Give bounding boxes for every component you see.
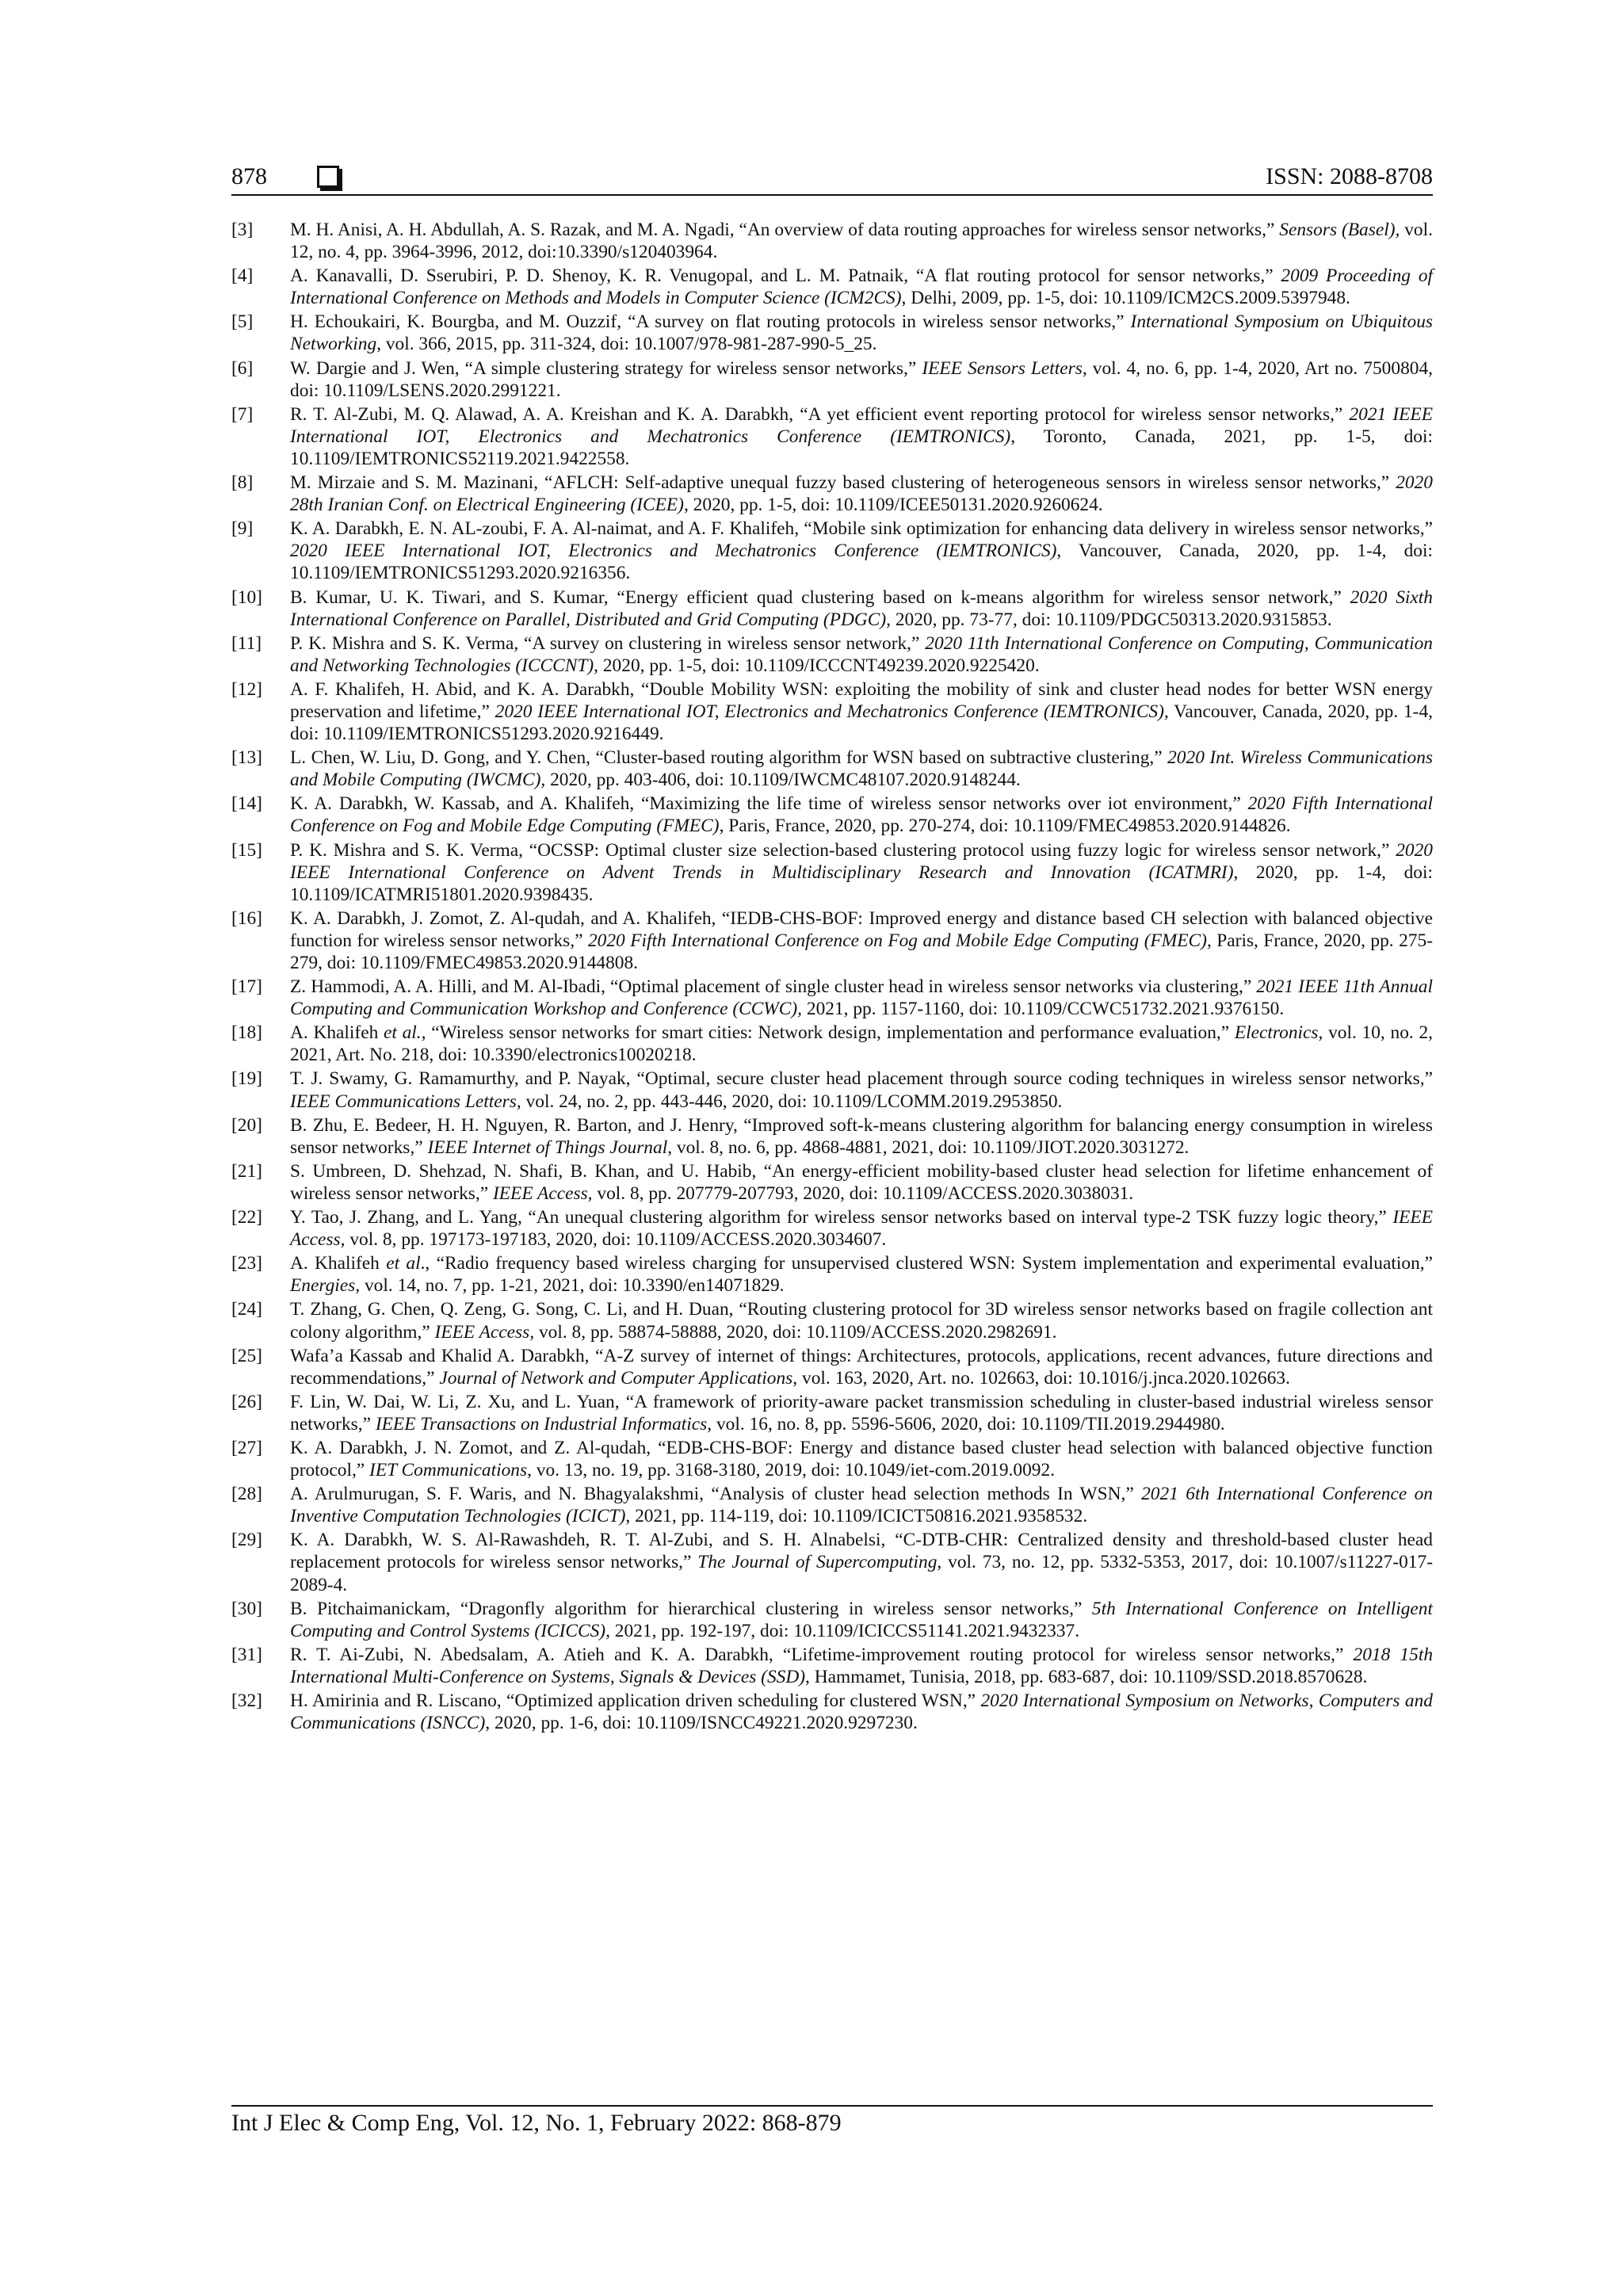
reference-venue: et al: [386, 1253, 421, 1274]
reference-number: [18]: [231, 1022, 262, 1044]
reference-number: [19]: [231, 1068, 262, 1090]
reference-text: [290, 472, 1433, 516]
reference-number: [7]: [231, 403, 254, 425]
reference-venue: IEEE Transactions on Industrial Informatics: [375, 1413, 708, 1435]
reference-number: [4]: [231, 266, 254, 287]
reference-item: [231, 1529, 1433, 1595]
reference-segment: , 2021, pp. 114-119, doi: 10.1109/ICICT50816.2021.9358532.: [625, 1506, 1088, 1527]
reference-number: [10]: [231, 586, 262, 608]
reference-venue: Sensors (Basel),: [1279, 220, 1400, 240]
reference-venue: et al.,: [384, 1022, 426, 1044]
reference-number: [30]: [231, 1598, 262, 1619]
reference-number: [27]: [231, 1437, 262, 1458]
reference-segment: P. K. Mishra and S. K. Verma, “OCSSP: Optimal cluster size selection-based clustering protocol using fuzzy logic for wireless sensor network,”: [290, 839, 1396, 861]
reference-segment: M. Mirzaie and S. M. Mazinani, “AFLCH: Self-adaptive unequal fuzzy based clustering of heterogeneous sensors in wireless sensor networks,”: [290, 472, 1396, 494]
reference-number: [20]: [231, 1114, 262, 1136]
reference-venue: Energies,: [290, 1275, 361, 1297]
reference-venue: IEEE Sensors Letters: [922, 357, 1083, 379]
reference-segment: A. Arulmurugan, S. F. Waris, and N. Bhagyalakshmi, “Analysis of cluster head selection methods In WSN,”: [290, 1484, 1142, 1505]
reference-text: [290, 1160, 1433, 1205]
reference-item: [231, 403, 1433, 470]
reference-segment: Wafa’a Kassab and Khalid A. Darabkh, “A-Z survey of internet of things: Architectures, protocols, applications, recent advances, future directions and recommendations,”: [290, 1345, 1433, 1389]
reference-venue: 2020 IEEE International IOT, Electronics and Mechatronics Conference (IEMTRONICS): [290, 541, 1057, 562]
reference-segment: vol. 8, pp. 197173-197183, 2020, doi: 10.1109/ACCESS.2020.3034607.: [345, 1229, 887, 1251]
reference-item: [231, 678, 1433, 745]
reference-text: [290, 357, 1433, 402]
footer-divider: [231, 2105, 1433, 2107]
reference-item: [231, 518, 1433, 584]
reference-venue: 2018 15th International Multi-Conference on Systems, Signals & Devices (SSD): [290, 1644, 1434, 1687]
reference-segment: , 2020, pp. 1-5, doi: 10.1109/ICEE50131.2020.9260624.: [683, 495, 1103, 516]
reference-segment: “Wireless sensor networks for smart cities: Network design, implementation and performance evaluation,”: [426, 1022, 1235, 1044]
reference-segment: T. Zhang, G. Chen, Q. Zeng, G. Song, C. Li, and H. Duan, “Routing clustering protocol for 3D wireless sensor networks based on fragile collection ant colony algorithm,”: [290, 1299, 1433, 1343]
reference-number: [8]: [231, 472, 254, 494]
reference-number: [6]: [231, 357, 254, 379]
reference-text: [290, 311, 1433, 355]
reference-segment: , vol. 73, no. 12, pp. 5332-5353, 2017, doi: 10.1007/s11227-017-2089-4.: [290, 1552, 1433, 1595]
reference-segment: , Paris, France, 2020, pp. 270-274, doi: 10.1109/FMEC49853.2020.9144826.: [719, 816, 1291, 837]
reference-number: [24]: [231, 1299, 262, 1320]
reference-segment: R. T. Ai-Zubi, N. Abedsalam, A. Atieh and K. A. Darabkh, “Lifetime-improvement routing protocol for wireless sensor networks,”: [290, 1644, 1354, 1665]
reference-number: [28]: [231, 1484, 262, 1505]
reference-text: [290, 403, 1433, 470]
reference-venue: IET Communications: [369, 1460, 528, 1481]
reference-item: [231, 1483, 1433, 1527]
reference-segment: A. F. Khalifeh, H. Abid, and K. A. Darabkh, “Double Mobility WSN: exploiting the mobility of sink and cluster head nodes for better WSN energy preservation and lifetime,”: [290, 678, 1433, 722]
reference-number: [25]: [231, 1345, 262, 1366]
reference-segment: Vancouver, Canada, 2020, pp. 1-4, doi: 10.1109/IEMTRONICS51293.2020.9216449.: [290, 701, 1433, 745]
reference-number: [15]: [231, 839, 262, 861]
reference-venue: 2020 11th International Conference on Computing, Communication and Networking Technologies (ICCCNT): [290, 632, 1434, 676]
issn-label: ISSN: 2088-8708: [1266, 163, 1433, 189]
reference-venue: IEEE Internet of Things Journal: [427, 1137, 668, 1158]
reference-segment: T. J. Swamy, G. Ramamurthy, and P. Nayak, “Optimal, secure cluster head placement through source coding techniques in wireless sensor networks,”: [290, 1068, 1433, 1090]
reference-venue: 2020 IEEE International Conference on Advent Trends in Multidisciplinary Research and Innovation (ICATMRI): [290, 839, 1433, 883]
reference-item: [231, 586, 1433, 631]
reference-number: [22]: [231, 1207, 262, 1228]
reference-text: [290, 219, 1433, 263]
reference-segment: , 2020, pp. 1-4, doi: 10.1109/ICATMRI51801.2020.9398435.: [290, 861, 1433, 905]
page-number: 878: [231, 163, 267, 189]
reference-text: [290, 1114, 1433, 1159]
reference-venue: IEEE Access,: [434, 1321, 535, 1343]
reference-item: [231, 1298, 1433, 1343]
reference-item: [231, 311, 1433, 355]
reference-text: [290, 1345, 1433, 1389]
journal-footer: Int J Elec & Comp Eng, Vol. 12, No. 1, February 2022: 868-879: [231, 2110, 842, 2136]
reference-item: [231, 1114, 1433, 1159]
reference-item: [231, 1345, 1433, 1389]
reference-segment: , vol. 16, no. 8, pp. 5596-5606, 2020, doi: 10.1109/TII.2019.2944980.: [707, 1413, 1225, 1435]
reference-segment: , vol. 8, no. 6, pp. 4868-4881, 2021, doi: 10.1109/JIOT.2020.3031272.: [667, 1137, 1190, 1158]
reference-segment: Y. Tao, J. Zhang, and L. Yang, “An unequal clustering algorithm for wireless sensor networks based on interval type-2 TSK fuzzy logic theory,”: [290, 1207, 1393, 1228]
reference-venue: IEEE Communications Letters,: [290, 1091, 521, 1112]
reference-segment: L. Chen, W. Liu, D. Gong, and Y. Chen, “Cluster-based routing algorithm for WSN based on subtractive clustering,”: [290, 747, 1168, 769]
reference-venue: 2021 IEEE International IOT, Electronics and Mechatronics Conference (IEMTRONICS): [290, 403, 1433, 447]
reference-number: [3]: [231, 220, 254, 240]
reference-item: [231, 1690, 1433, 1734]
reference-venue: Journal of Network and Computer Applications: [439, 1367, 793, 1389]
reference-item: [231, 1391, 1433, 1435]
reference-item: [231, 1022, 1433, 1066]
reference-segment: K. A. Darabkh, J. N. Zomot, and Z. Al-qudah, “EDB-CHS-BOF: Energy and distance based cluster head selection with balanced objective function protocol,”: [290, 1437, 1433, 1481]
reference-text: [290, 678, 1433, 745]
reference-segment: R. T. Al-Zubi, M. Q. Alawad, A. A. Kreishan and K. A. Darabkh, “A yet efficient event reporting protocol for wireless sensor networks,”: [290, 403, 1350, 425]
reference-venue: IEEE Access,: [492, 1182, 593, 1204]
reference-segment: vol. 14, no. 7, pp. 1-21, 2021, doi: 10.3390/en14071829.: [360, 1275, 785, 1297]
reference-segment: K. A. Darabkh, E. N. AL-zoubi, F. A. Al-naimat, and A. F. Khalifeh, “Mobile sink optimization for enhancing data delivery in wireless sensor networks,”: [290, 518, 1433, 540]
reference-segment: B. Pitchaimanickam, “Dragonfly algorithm for hierarchical clustering in wireless sensor networks,”: [290, 1598, 1092, 1619]
reference-segment: , vol. 10, no. 2, 2021, Art. No. 218, doi: 10.3390/electronics10020218.: [290, 1022, 1433, 1066]
reference-segment: 2020, pp. 403-406, doi: 10.1109/IWCMC48107.2020.9148244.: [545, 770, 1021, 791]
reference-text: [290, 839, 1433, 906]
reference-segment: 2021, pp. 192-197, doi: 10.1109/ICICCS51141.2021.9432337.: [609, 1620, 1080, 1641]
reference-venue: 5th International Conference on Intelligent Computing and Control Systems (ICICCS),: [290, 1598, 1433, 1641]
reference-item: [231, 1252, 1433, 1297]
reference-item: [231, 1068, 1433, 1112]
reference-segment: H. Amirinia and R. Liscano, “Optimized application driven scheduling for clustered WSN,”: [290, 1690, 981, 1711]
reference-segment: H. Echoukairi, K. Bourgba, and M. Ouzzif, “A survey on flat routing protocols in wireless sensor networks,”: [290, 311, 1131, 333]
reference-venue: 2009 Proceeding of International Conference on Methods and Models in Computer Science (ICM2CS): [290, 266, 1434, 309]
reference-venue: 2021 6th International Conference on Inventive Computation Technologies (ICICT): [290, 1484, 1433, 1527]
reference-segment: F. Lin, W. Dai, W. Li, Z. Xu, and L. Yuan, “A framework of priority-aware packet transmission scheduling in cluster-based industrial wireless sensor networks,”: [290, 1391, 1433, 1435]
reference-item: [231, 219, 1433, 263]
reference-number: [17]: [231, 976, 262, 998]
reference-segment: B. Kumar, U. K. Tiwari, and S. Kumar, “Energy efficient quad clustering based on k-means algorithm for wireless sensor network,”: [290, 586, 1350, 608]
reference-segment: , Delhi, 2009, pp. 1-5, doi: 10.1109/ICM2CS.2009.5397948.: [901, 288, 1350, 309]
reference-segment: B. Zhu, E. Bedeer, H. H. Nguyen, R. Barton, and J. Henry, “Improved soft-k-means clustering algorithm for balancing energy consumption in wireless sensor networks,”: [290, 1114, 1433, 1158]
reference-venue: 2020 Int. Wireless Communications and Mobile Computing (IWCMC),: [290, 747, 1433, 791]
reference-item: [231, 265, 1433, 309]
reference-venue: IEEE Access,: [290, 1207, 1433, 1251]
reference-segment: vol. 12, no. 4, pp. 3964-3996, 2012, doi:10.3390/s120403964.: [290, 220, 1433, 263]
reference-segment: , 2020, pp. 1-5, doi: 10.1109/ICCCNT49239.2020.9225420.: [594, 655, 1040, 676]
reference-segment: , Paris, France, 2020, pp. 275-279, doi: 10.1109/FMEC49853.2020.9144808.: [290, 930, 1433, 973]
reference-text: [290, 1598, 1433, 1642]
reference-number: [14]: [231, 793, 262, 815]
reference-number: [23]: [231, 1253, 262, 1274]
reference-text: [290, 1483, 1433, 1527]
reference-segment: K. A. Darabkh, W. Kassab, and A. Khalifeh, “Maximizing the life time of wireless sensor networks over iot environment,”: [290, 793, 1248, 815]
reference-text: [290, 1644, 1433, 1688]
reference-segment: , vol. 163, 2020, Art. no. 102663, doi: 10.1016/j.jnca.2020.102663.: [792, 1367, 1290, 1389]
reference-text: [290, 1690, 1433, 1734]
reference-text: [290, 1437, 1433, 1481]
reference-text: [290, 1529, 1433, 1595]
reference-segment: W. Dargie and J. Wen, “A simple clustering strategy for wireless sensor networks,”: [290, 357, 922, 379]
reference-segment: K. A. Darabkh, J. Zomot, Z. Al-qudah, and A. Khalifeh, “IEDB-CHS-BOF: Improved energy and distance based CH selection with balanced objective function for wireless sensor networks,”: [290, 907, 1433, 951]
reference-segment: 2021, pp. 1157-1160, doi: 10.1109/CCWC51732.2021.9376150.: [802, 999, 1285, 1020]
reference-item: [231, 357, 1433, 402]
reference-segment: P. K. Mishra and S. K. Verma, “A survey on clustering in wireless sensor network,”: [290, 632, 926, 654]
reference-item: [231, 793, 1433, 837]
reference-segment: 2020, pp. 73-77, doi: 10.1109/PDGC50313.2020.9315853.: [890, 609, 1332, 630]
reference-item: [231, 1644, 1433, 1688]
reference-text: [290, 1298, 1433, 1343]
reference-venue: Electronics: [1234, 1022, 1319, 1044]
reference-item: [231, 472, 1433, 516]
reference-venue: 2020 Fifth International Conference on Fog and Mobile Edge Computing (FMEC): [587, 930, 1207, 951]
reference-segment: A. Kanavalli, D. Sserubiri, P. D. Shenoy, K. R. Venugopal, and L. M. Patnaik, “A flat routing protocol for sensor networks,”: [290, 266, 1281, 287]
reference-venue: The Journal of Supercomputing: [697, 1552, 938, 1573]
reference-item: [231, 839, 1433, 906]
reference-number: [9]: [231, 518, 254, 540]
reference-text: [290, 1391, 1433, 1435]
reference-number: [32]: [231, 1690, 262, 1711]
reference-item: [231, 1598, 1433, 1642]
reference-venue: 2020 Fifth International Conference on Fog and Mobile Edge Computing (FMEC): [290, 793, 1433, 837]
reference-number: [26]: [231, 1391, 262, 1412]
reference-item: [231, 907, 1433, 974]
square-box-icon: [317, 166, 339, 188]
reference-venue: 2020 28th Iranian Conf. on Electrical Engineering (ICEE): [290, 472, 1433, 516]
reference-item: [231, 747, 1433, 791]
reference-number: [12]: [231, 678, 262, 700]
reference-segment: , vol. 4, no. 6, pp. 1-4, 2020, Art no. 7500804, doi: 10.1109/LSENS.2020.2991221.: [290, 357, 1434, 401]
reference-venue: 2020 International Symposium on Networks, Computers and Communications (ISNCC): [290, 1690, 1433, 1734]
reference-text: [290, 1252, 1433, 1297]
reference-text: [290, 976, 1433, 1020]
reference-venue: International Symposium on Ubiquitous Networking: [290, 311, 1433, 355]
reference-segment: vol. 24, no. 2, pp. 443-446, 2020, doi: 10.1109/LCOMM.2019.2953850.: [521, 1091, 1063, 1112]
reference-segment: , Vancouver, Canada, 2020, pp. 1-4, doi: 10.1109/IEMTRONICS51293.2020.9216356.: [290, 541, 1433, 584]
reference-venue: 2020 Sixth International Conference on Parallel, Distributed and Grid Computing (PDGC),: [290, 586, 1433, 630]
reference-number: [29]: [231, 1530, 262, 1551]
reference-text: [290, 518, 1433, 584]
reference-number: [5]: [231, 311, 254, 333]
reference-segment: vol. 8, pp. 58874-58888, 2020, doi: 10.1109/ACCESS.2020.2982691.: [534, 1321, 1057, 1343]
reference-number: [31]: [231, 1644, 262, 1665]
reference-text: [290, 907, 1433, 974]
reference-segment: , Hammamet, Tunisia, 2018, pp. 683-687, doi: 10.1109/SSD.2018.8570628.: [805, 1666, 1368, 1687]
reference-item: [231, 1437, 1433, 1481]
reference-item: [231, 1206, 1433, 1251]
reference-item: [231, 632, 1433, 677]
reference-text: [290, 793, 1433, 837]
reference-number: [11]: [231, 632, 262, 654]
reference-text: [290, 632, 1433, 677]
reference-segment: , Toronto, Canada, 2021, pp. 1-5, doi: 10.1109/IEMTRONICS52119.2021.9422558.: [290, 426, 1433, 469]
reference-number: [13]: [231, 747, 262, 769]
reference-segment: ., “Radio frequency based wireless charging for unsupervised clustered WSN: System implementation and experimental evaluation,”: [420, 1253, 1433, 1274]
reference-number: [21]: [231, 1160, 262, 1182]
reference-segment: A. Khalifeh: [290, 1253, 387, 1274]
reference-venue: 2020 IEEE International IOT, Electronics and Mechatronics Conference (IEMTRONICS),: [495, 701, 1169, 722]
reference-text: [290, 1022, 1433, 1066]
page-header: [231, 157, 1433, 197]
reference-segment: vol. 8, pp. 207779-207793, 2020, doi: 10.1109/ACCESS.2020.3038031.: [592, 1182, 1134, 1204]
reference-text: [290, 586, 1433, 631]
reference-text: [290, 265, 1433, 309]
reference-item: [231, 976, 1433, 1020]
reference-segment: K. A. Darabkh, W. S. Al-Rawashdeh, R. T. Al-Zubi, and S. H. Alnabelsi, “C-DTB-CHR: Centralized density and threshold-based cluster head replacement protocols for wireless sensor networks,”: [290, 1530, 1433, 1573]
reference-segment: Z. Hammodi, A. A. Hilli, and M. Al-Ibadi, “Optimal placement of single cluster head in wireless sensor networks via clustering,”: [290, 976, 1257, 998]
reference-segment: , vol. 366, 2015, pp. 311-324, doi: 10.1007/978-981-287-990-5_25.: [376, 334, 877, 355]
reference-text: [290, 1206, 1433, 1251]
reference-item: [231, 1160, 1433, 1205]
reference-segment: S. Umbreen, D. Shehzad, N. Shafi, B. Khan, and U. Habib, “An energy-efficient mobility-based cluster head selection for lifetime enhancement of wireless sensor networks,”: [290, 1160, 1433, 1204]
reference-text: [290, 1068, 1433, 1112]
reference-segment: M. H. Anisi, A. H. Abdullah, A. S. Razak, and M. A. Ngadi, “An overview of data routing approaches for wireless sensor networks,”: [290, 220, 1280, 240]
reference-number: [16]: [231, 907, 262, 929]
header-divider: [231, 194, 1433, 196]
reference-text: [290, 747, 1433, 791]
reference-list: [231, 219, 1433, 1736]
reference-segment: , vo. 13, no. 19, pp. 3168-3180, 2019, doi: 10.1049/iet-com.2019.0092.: [527, 1460, 1056, 1481]
reference-segment: , 2020, pp. 1-6, doi: 10.1109/ISNCC49221.2020.9297230.: [485, 1713, 918, 1734]
reference-segment: A. Khalifeh: [290, 1022, 384, 1044]
reference-venue: 2021 IEEE 11th Annual Computing and Communication Workshop and Conference (CCWC),: [290, 976, 1433, 1020]
